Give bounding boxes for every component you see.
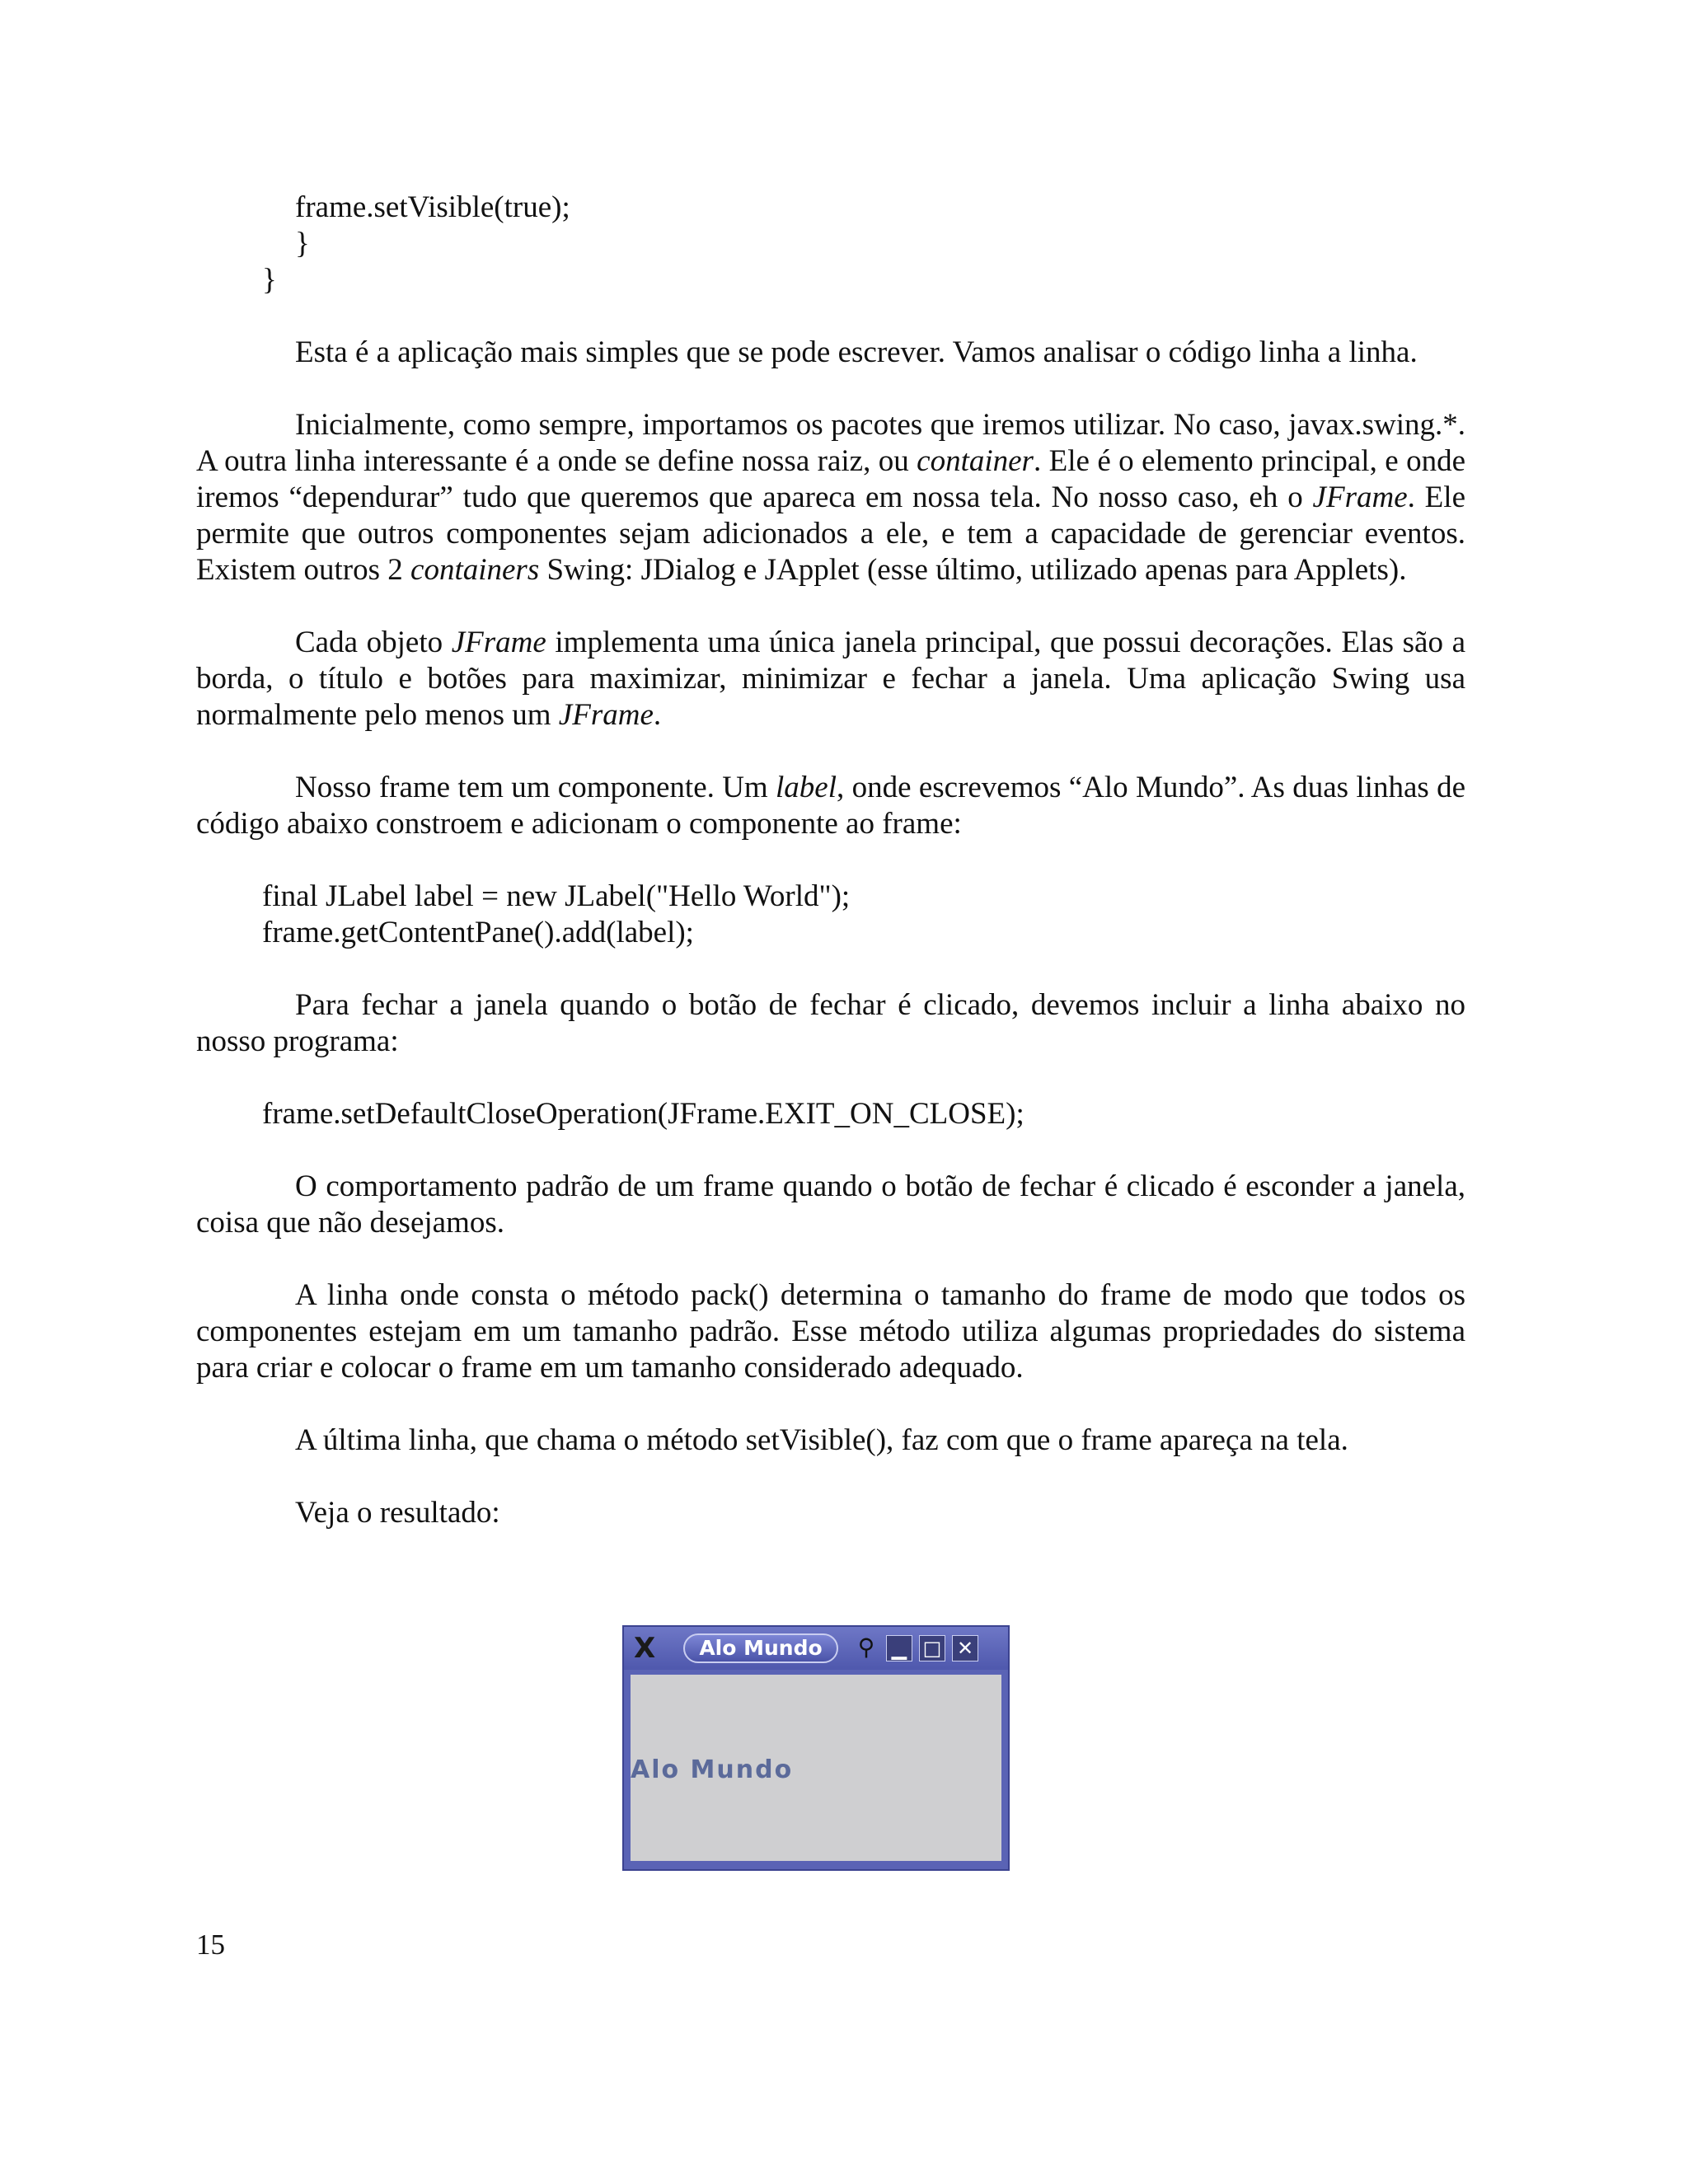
paragraph-imports-em-jframe: JFrame [1312, 480, 1408, 514]
paragraph-imports-text-4: Swing: JDialog e JApplet (esse último, utilizado apenas para Applets). [539, 553, 1407, 587]
paragraph-label-text-1: Nosso frame tem um componente. Um [295, 771, 776, 804]
paragraph-jframe-text-1: Cada objeto [295, 626, 452, 659]
code-label-create: final JLabel label = new JLabel("Hello World"); [262, 879, 851, 913]
paragraph-label [196, 770, 1465, 842]
paragraph-label-text-2: , onde escrevemos “Alo Mundo”. As duas linhas de código abaixo constroem e adicionam o componente ao frame: [196, 771, 1465, 841]
paragraph-setvisible: A última linha, que chama o método setVisible(), faz com que o frame apareça na tela. [295, 1423, 1348, 1457]
paragraph-label-em: label [776, 771, 837, 804]
page-number: 15 [196, 1929, 225, 1961]
paragraph-imports [196, 407, 1465, 588]
x-logo-icon: X [634, 1632, 656, 1665]
maximize-icon: □ [919, 1635, 945, 1661]
paragraph-imports-text-1: Inicialmente, como sempre, importamos os pacotes que iremos utilizar. No caso, javax.swing.*. A outra linha interessante é a onde se define nossa raiz, ou [196, 408, 1465, 478]
paragraph-default-behavior: O comportamento padrão de um frame quando o botão de fechar é clicado é esconder a janela, coisa que não desejamos. [196, 1169, 1465, 1240]
window-title: Alo Mundo [683, 1633, 838, 1663]
paragraph-jframe-text-3: . [653, 698, 662, 732]
code-close-operation: frame.setDefaultCloseOperation(JFrame.EXIT_ON_CLOSE); [262, 1097, 1025, 1131]
paragraph-intro: Esta é a aplicação mais simples que se pode escrever. Vamos analisar o código linha a linha. [295, 335, 1418, 369]
paragraph-imports-text-3: . Ele permite que outros componentes sejam adicionados a ele, e tem a capacidade de gerenciar eventos. Existem outros 2 [196, 480, 1465, 587]
paragraph-result: Veja o resultado: [295, 1496, 500, 1530]
paragraph-jframe-em-1: JFrame [451, 626, 546, 659]
window-content-pane [631, 1675, 1001, 1861]
window-titlebar [624, 1627, 1008, 1670]
paragraph-imports-em-containers: containers [410, 553, 540, 587]
code-closing-brace-class: } [262, 263, 277, 297]
paragraph-jframe-text-2: implementa uma única janela principal, que possui decorações. Elas são a borda, o título e botões para maximizar, minimizar e fechar a janela. Uma aplicação Swing usa normalmente pelo menos um [196, 626, 1465, 732]
result-window-screenshot [622, 1625, 1010, 1871]
code-line-setvisible: frame.setVisible(true); [295, 190, 570, 224]
close-icon: ✕ [952, 1635, 978, 1661]
code-label-add: frame.getContentPane().add(label); [262, 916, 694, 949]
document-body [196, 190, 1465, 1531]
paragraph-jframe [196, 625, 1465, 733]
paragraph-pack: A linha onde consta o método pack() determina o tamanho do frame de modo que todos os componentes estejam em um tamanho padrão. Esse método utiliza algumas propriedades do sistema para criar e colocar o frame em um tamanho considerado adequado. [196, 1278, 1465, 1385]
paragraph-imports-text-2: . Ele é o elemento principal, e onde iremos “dependurar” tudo que queremos que apareca em nossa tela. No nosso caso, eh o [196, 444, 1465, 514]
minimize-icon: ▁ [886, 1635, 912, 1661]
pin-icon: ⚲ [857, 1633, 875, 1661]
paragraph-imports-em-container: container [917, 444, 1034, 478]
window-label: Alo Mundo [631, 1755, 794, 1784]
paragraph-jframe-em-2: JFrame [558, 698, 654, 732]
paragraph-close: Para fechar a janela quando o botão de fechar é clicado, devemos incluir a linha abaixo no nosso programa: [196, 988, 1465, 1058]
code-closing-brace-method: } [295, 227, 310, 260]
